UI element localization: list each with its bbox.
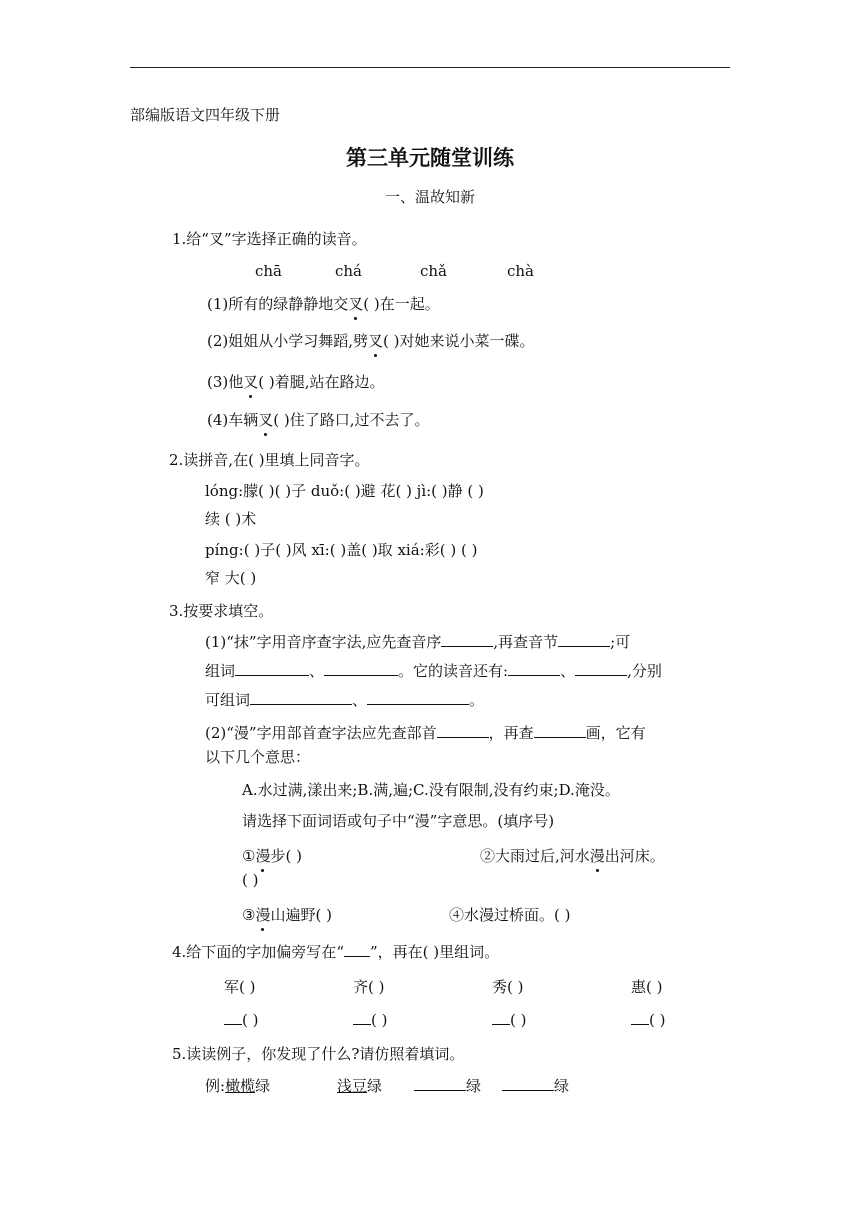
answer-blank[interactable] bbox=[508, 660, 560, 676]
question-4-stem: 4.给下面的字加偏旁写在“ ”，再在( )里组词。 bbox=[172, 943, 500, 961]
q4-blank[interactable]: ( ) bbox=[353, 1009, 387, 1029]
pinyin-option: chá bbox=[335, 262, 363, 280]
q1-item: (3)他叉( )着腿,站在路边。 bbox=[207, 373, 385, 391]
question-1-stem: 1.给“叉”字选择正确的读音。 bbox=[172, 230, 367, 248]
answer-blank[interactable] bbox=[558, 631, 610, 647]
question-3-stem: 3.按要求填空。 bbox=[169, 602, 274, 620]
q3-part1-line1: (1)“抹”字用音序查字法,应先查音序 ,再查音节 ;可 bbox=[205, 633, 631, 651]
q1-item: (1)所有的绿静静地交叉( )在一起。 bbox=[207, 295, 440, 313]
q3-instruction: 请选择下面词语或句子中“漫”字意思。(填序号) bbox=[242, 812, 555, 830]
answer-blank[interactable] bbox=[367, 689, 469, 705]
pinyin-option: chǎ bbox=[420, 262, 448, 280]
q2-line: lóng:朦( )( )子 duǒ:( )避 花( ) jì:( )静 ( ) bbox=[205, 482, 484, 500]
answer-blank[interactable] bbox=[324, 660, 398, 676]
q3-part1-line2: 组词 、 。它的读音还有: 、 ,分别 bbox=[205, 662, 662, 680]
q4-char: 惠( ) bbox=[631, 978, 663, 996]
section-heading: 一、温故知新 bbox=[384, 188, 475, 206]
q3-sentence: ③漫山遍野( ) bbox=[242, 906, 332, 924]
answer-blank[interactable] bbox=[437, 722, 489, 738]
meanings-list: A.水过满,漾出来;B.满,遍;C.没有限制,没有约束;D.淹没。 bbox=[242, 781, 620, 799]
answer-blank[interactable] bbox=[575, 660, 627, 676]
q3-sentence: ②大雨过后,河水漫出河床。 bbox=[480, 847, 665, 865]
q3-part2-line1: (2)“漫”字用部首查字法应先查部首 ，再查 画，它有 bbox=[205, 724, 646, 742]
q4-char: 军( ) bbox=[224, 978, 256, 996]
q5-blank[interactable]: 绿 bbox=[414, 1075, 481, 1096]
answer-blank[interactable] bbox=[441, 631, 493, 647]
q1-item: (4)车辆叉( )住了路口,过不去了。 bbox=[207, 411, 430, 429]
q4-blank[interactable]: ( ) bbox=[492, 1009, 526, 1029]
answer-blank[interactable] bbox=[250, 689, 352, 705]
q4-char: 秀( ) bbox=[492, 978, 524, 996]
pinyin-option: chā bbox=[255, 262, 283, 280]
question-2-stem: 2.读拼音,在( )里填上同音字。 bbox=[169, 451, 370, 469]
q3-sentence-paren: ( ) bbox=[242, 871, 259, 889]
q3-part2-line2: 以下几个意思： bbox=[205, 748, 311, 766]
q1-item: (2)姐姐从小学习舞蹈,劈叉( )对她来说小菜一碟。 bbox=[207, 332, 535, 350]
q2-line: píng:( )子( )风 xī:( )盖( )取 xiá:彩( ) ( ) bbox=[205, 541, 478, 559]
q4-blank[interactable]: ( ) bbox=[631, 1009, 665, 1029]
q3-sentence: ①漫步( ) bbox=[242, 847, 302, 865]
q3-part1-line3: 可组词 、 。 bbox=[205, 691, 485, 709]
answer-blank[interactable] bbox=[235, 660, 309, 676]
q5-example: 例:橄榄绿 bbox=[205, 1077, 271, 1095]
answer-blank[interactable] bbox=[534, 722, 586, 738]
q5-example: 浅豆绿 bbox=[337, 1077, 383, 1095]
page-title: 第三单元随堂训练 bbox=[346, 146, 514, 170]
pinyin-option: chà bbox=[507, 262, 535, 280]
q3-sentence: ④水漫过桥面。( ) bbox=[449, 906, 571, 924]
header-rule bbox=[130, 67, 730, 68]
q2-line: 窄 大( ) bbox=[205, 569, 257, 587]
q5-blank[interactable]: 绿 bbox=[502, 1075, 569, 1096]
q4-blank[interactable]: ( ) bbox=[224, 1009, 258, 1029]
grade-label: 部编版语文四年级下册 bbox=[130, 106, 281, 124]
question-5-stem: 5.读读例子，你发现了什么?请仿照着填词。 bbox=[172, 1045, 465, 1063]
q2-line: 续 ( )术 bbox=[205, 510, 257, 528]
q4-char: 齐( ) bbox=[353, 978, 385, 996]
